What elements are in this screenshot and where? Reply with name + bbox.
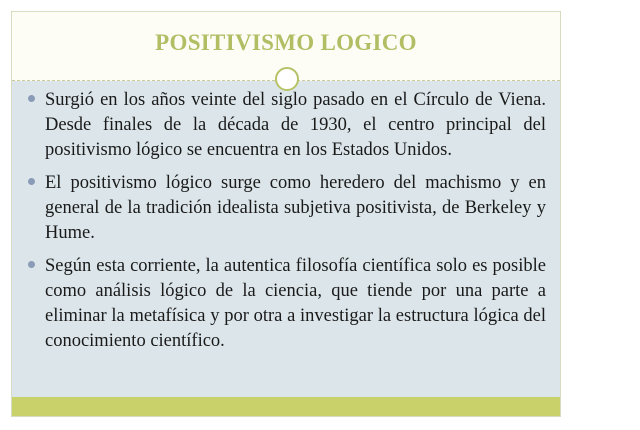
slide	[11, 11, 561, 417]
bullet-dot-icon	[28, 178, 35, 185]
bullet-text: El positivismo lógico surge como heredero del machismo y en general de la tradición idealista subjetiva positivista, de Berkeley y Hume.	[45, 173, 546, 243]
bullet-text: Surgió en los años veinte del siglo pasado en el Círculo de Viena. Desde finales de la década de 1930, el centro principal del positivismo lógico se encuentra en los Estados Unidos.	[45, 90, 546, 160]
bullet-item	[26, 88, 546, 163]
footer-accent-bar	[12, 397, 560, 416]
bullet-dot-icon	[28, 95, 35, 102]
bullet-item	[26, 171, 546, 246]
slide-title: POSITIVISMO LOGICO	[155, 30, 417, 55]
bullet-dot-icon	[28, 261, 35, 268]
bullet-list	[26, 88, 546, 362]
bullet-item	[26, 254, 546, 354]
bullet-text: Según esta corriente, la autentica filosofía científica solo es posible como análisis lógico de la ciencia, que tiende por una parte a eliminar la metafísica y por otra a investigar la estructura lógica del conocimiento científico.	[45, 256, 546, 351]
